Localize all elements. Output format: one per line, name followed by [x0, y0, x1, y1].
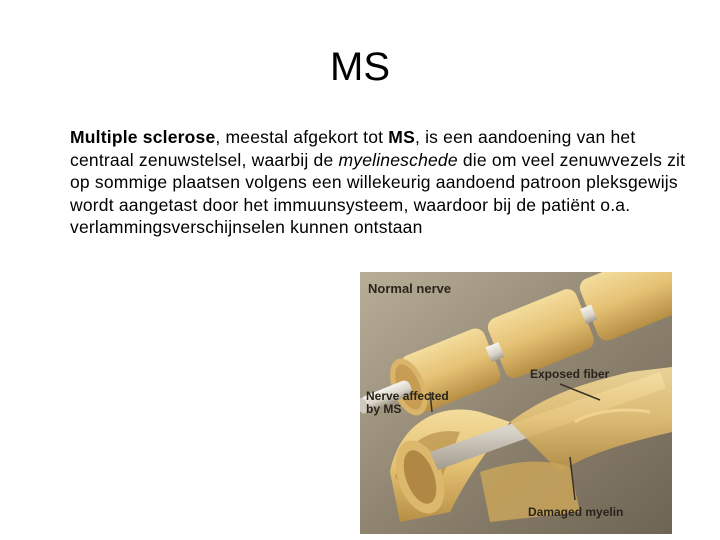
- slide-title: MS: [330, 45, 390, 89]
- label-nerve-affected: [366, 390, 449, 416]
- paragraph-text-3: die om veel zenuwvezels zit op sommige plaatsen volgens een willekeurig aandoend patroon pleksgewijs wordt aangetast door het immuunsysteem, waardoor bij de patiënt o.a. verlammingsverschijnselen kunnen ontstaan: [70, 149, 686, 237]
- label-exposed-fiber: Exposed fiber: [530, 367, 610, 381]
- label-nerve-affected-line2: by MS: [366, 402, 402, 416]
- label-nerve-affected-line1: Nerve affected: [366, 389, 449, 403]
- paragraph-text-1: , meestal afgekort tot: [215, 127, 389, 147]
- body-paragraph: [70, 126, 690, 239]
- label-damaged-myelin: Damaged myelin: [528, 505, 624, 519]
- paragraph-text-2: , is een aandoening van het centraal zenuwstelsel, waarbij de: [70, 127, 636, 170]
- nerve-illustration: [360, 272, 672, 534]
- label-normal-nerve: Normal nerve: [368, 281, 452, 296]
- term-multiple-sclerose: Multiple sclerose: [70, 127, 216, 147]
- term-ms: MS: [388, 127, 415, 147]
- term-myelineschede: myelineschede: [338, 149, 458, 170]
